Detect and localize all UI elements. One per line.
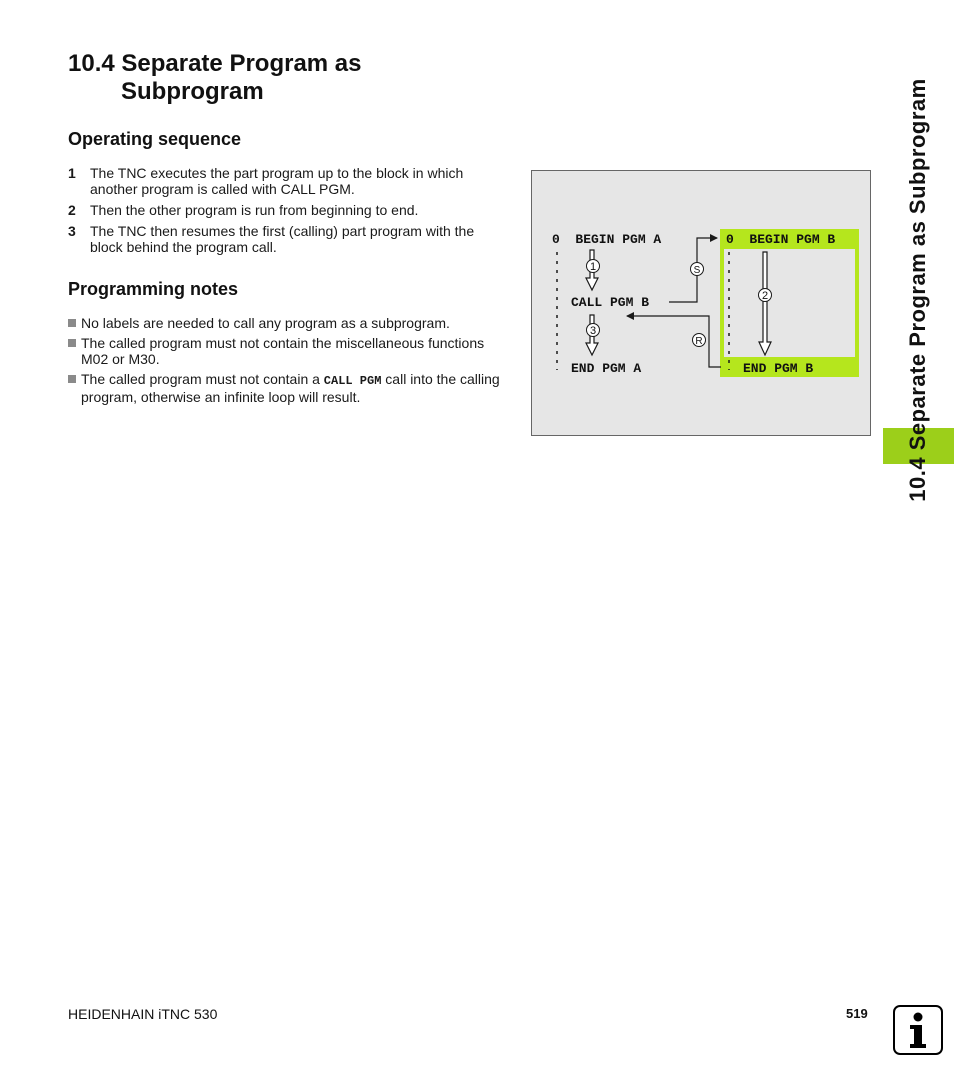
return-marker-label: R	[695, 336, 703, 347]
page-title	[68, 50, 362, 106]
begin-pgm-a-label: 0 BEGIN PGM A	[552, 232, 662, 247]
square-bullet-icon	[68, 319, 76, 327]
program-b-body	[724, 249, 855, 357]
footer-page-number: 519	[846, 1006, 868, 1021]
note-text-before: The called program must not contain a	[81, 371, 324, 387]
step-item	[68, 165, 508, 197]
end-pgm-a-label: END PGM A	[571, 361, 642, 376]
note-text: No labels are needed to call any program as a subprogram.	[81, 315, 450, 331]
step-text: The TNC executes the part program up to the block in which another program is called with CALL PGM.	[90, 165, 464, 197]
square-bullet-icon	[68, 375, 76, 383]
step-item	[68, 202, 508, 218]
programming-notes-heading: Programming notes	[68, 279, 239, 299]
step-1-label: 1	[589, 261, 597, 273]
step-item	[68, 223, 508, 255]
step-number: 3	[68, 223, 76, 239]
subprogram-call-diagram	[531, 170, 871, 436]
programming-notes-list	[68, 315, 513, 409]
step-text: Then the other program is run from beginning to end.	[90, 202, 419, 218]
step-3-label: 3	[589, 325, 597, 337]
start-marker-label: S	[693, 265, 701, 276]
square-bullet-icon	[68, 339, 76, 347]
note-item	[68, 371, 513, 405]
footer-manual-name: HEIDENHAIN iTNC 530	[68, 1006, 218, 1022]
step-number: 1	[68, 165, 76, 181]
page-title-line2: Subprogram	[121, 78, 264, 105]
begin-pgm-b-label: 0 BEGIN PGM B	[726, 232, 836, 247]
step-number: 2	[68, 202, 76, 218]
end-pgm-b-label: END PGM B	[743, 361, 814, 376]
note-text-after: call into the calling program, otherwise an infinite loop will result.	[81, 371, 500, 405]
step-text: The TNC then resumes the first (calling) part program with the block behind the program call.	[90, 223, 475, 255]
operating-sequence-heading: Operating sequence	[68, 129, 242, 149]
page-title-line1: 10.4 Separate Program as	[68, 50, 362, 77]
note-item	[68, 315, 513, 331]
note-code: CALL PGM	[323, 374, 382, 388]
info-i-icon	[893, 1005, 943, 1055]
note-text: The called program must not contain the miscellaneous functions M02 or M30.	[81, 335, 485, 367]
step-2-label: 2	[761, 290, 769, 302]
operating-steps-list	[68, 165, 508, 260]
side-chapter-title: 10.4 Separate Program as Subprogram	[905, 78, 930, 502]
note-item	[68, 335, 513, 367]
call-pgm-b-label: CALL PGM B	[571, 295, 650, 310]
